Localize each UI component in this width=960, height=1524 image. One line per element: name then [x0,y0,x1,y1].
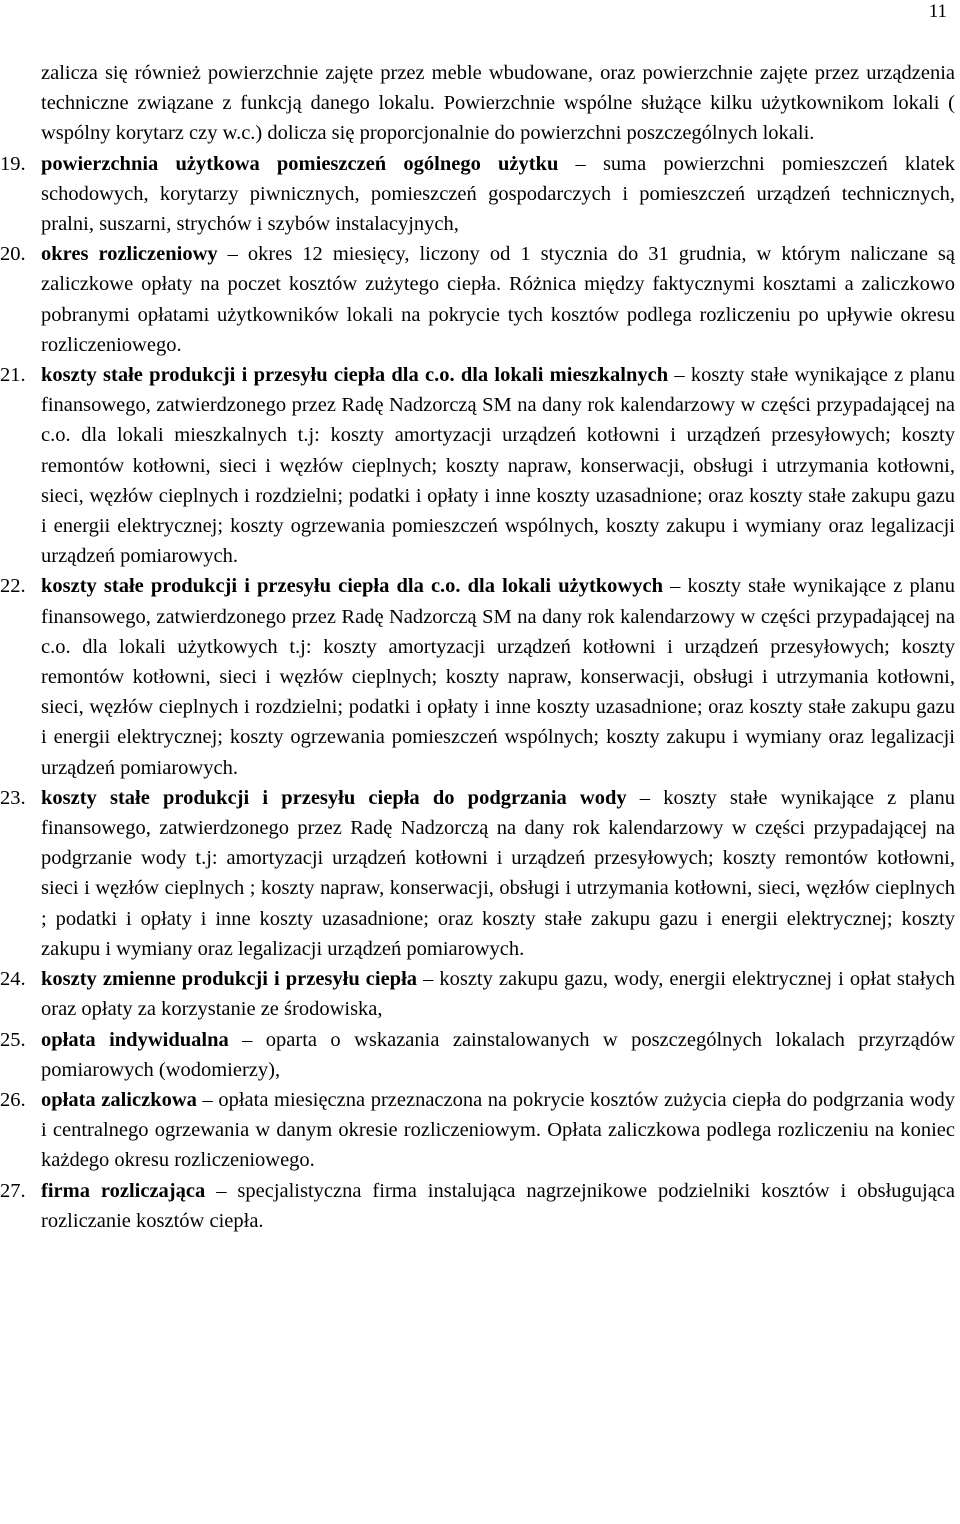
item-number: 21. [0,364,26,387]
item-text: – okres 12 miesięcy, liczony od 1 stycznia do 31 grudnia, w którym naliczane są zaliczkowe opłaty na poczet kosztów zużytego ciepła. Różnica między faktycznymi kosztami a zaliczkowo pobranymi opłatami użytkowników lokali na pokrycie tych kosztów podlega rozliczeniu po upływie okresu rozliczeniowego. [41,243,956,356]
definition-item [0,1176,956,1236]
definition-item [0,571,955,782]
item-term: opłata zaliczkowa [41,1088,197,1111]
page-number: 11 [928,1,947,22]
document-body [0,58,956,1236]
item-text: – suma powierzchni pomieszczeń klatek schodowych, korytarzy piwnicznych, pomieszczeń gospodarczych i pomieszczeń urządzeń technicznych, pralni, suszarni, strychów i szybów instalacyjnych, [41,152,956,236]
item-term: koszty zmienne produkcji i przesyłu ciepła [41,968,418,991]
item-number: 26. [0,1088,26,1111]
item-text: – koszty zakupu gazu, wody, energii elektrycznej i opłat stałych oraz opłaty za korzystanie ze środowiska, [41,968,955,1021]
item-number: 19. [0,152,26,175]
definition-item [0,149,956,240]
item-term: koszty stałe produkcji i przesyłu ciepła do podgrzania wody [41,786,627,809]
item-text: – specjalistyczna firma instalująca nagrzejnikowe podzielniki kosztów i obsługująca rozliczanie kosztów ciepła. [41,1179,956,1232]
item-number: 24. [0,968,26,991]
item-text: – opłata miesięczna przeznaczona na pokrycie kosztów zużycia ciepła do podgrzania wody i centralnego ogrzewania w danym okresie rozliczeniowym. Opłata zaliczkowa podlega rozliczeniu na koniec każdego okresu rozliczeniowego. [41,1088,955,1172]
item-term: koszty stałe produkcji i przesyłu ciepła dla c.o. dla lokali mieszkalnych [41,364,669,387]
definition-item [0,964,955,1024]
item-text: – koszty stałe wynikające z planu finansowego, zatwierdzonego przez Radę Nadzorczą SM na dany rok kalendarzowy w części przypadającej na c.o. dla lokali użytkowych t.j: koszty amortyzacji urządzeń kotłowni i urządzeń przesyłowych; koszty remontów kotłowni, sieci i węzłów cieplnych; koszty napraw, konserwacji, obsługi i utrzymania kotłowni, sieci, węzłów cieplnych i rozdzielni; podatki i opłaty i inne koszty uzasadnione; oraz koszty stałe zakupu gazu i energii elektrycznej; koszty ogrzewania pomieszczeń wspólnych; koszty zakupu i wymiany oraz legalizacji urządzeń pomiarowych. [41,575,955,779]
item-term: firma rozliczająca [41,1179,206,1202]
item-term: okres rozliczeniowy [41,243,218,266]
item-term: powierzchnia użytkowa pomieszczeń ogólnego użytku [41,152,559,175]
item-term: koszty stałe produkcji i przesyłu ciepła dla c.o. dla lokali użytkowych [41,575,663,598]
definition-item [0,1085,955,1176]
definition-item [0,239,956,360]
item-number: 27. [0,1179,26,1202]
item-text: – koszty stałe wynikające z planu finansowego, zatwierdzonego przez Radę Nadzorczą SM na dany rok kalendarzowy w części przypadającej na c.o. dla lokali mieszkalnych t.j: koszty amortyzacji urządzeń kotłowni i urządzeń przesyłowych; koszty remontów kotłowni, sieci i węzłów cieplnych; koszty napraw, konserwacji, obsługi i utrzymania kotłowni, sieci, węzłów cieplnych i rozdzielni; podatki i opłaty i inne koszty uzasadnione; oraz koszty stałe zakupu gazu i energii elektrycznej; koszty ogrzewania pomieszczeń wspólnych, koszty zakupu i wymiany oraz legalizacji urządzeń pomiarowych. [41,364,955,568]
item-number: 20. [0,243,26,266]
item-text: – koszty stałe wynikające z planu finansowego, zatwierdzonego przez Radę Nadzorczą na dany rok kalendarzowy w części przypadającej na podgrzanie wody t.j: amortyzacji urządzeń kotłowni i urządzeń przesyłowych; koszty remontów kotłowni, sieci i węzłów cieplnych ; koszty napraw, konserwacji, obsługi i utrzymania kotłowni, sieci, węzłów cieplnych ; podatki i opłaty i inne koszty uzasadnione; oraz koszty stałe zakupu gazu i energii elektrycznej; koszty zakupu i wymiany oraz legalizacji urządzeń pomiarowych. [41,786,955,960]
item-text: – oparta o wskazania zainstalowanych w poszczególnych lokalach przyrządów pomiarowych (wodomierzy), [41,1028,955,1081]
definition-item [0,1025,955,1085]
item-term: opłata indywidualna [41,1028,229,1051]
item-number: 23. [0,786,26,809]
item-number: 25. [0,1028,26,1051]
definition-item [0,783,955,964]
definition-item [0,360,955,571]
intro-paragraph: zalicza się również powierzchnie zajęte przez meble wbudowane, oraz powierzchnie zajęte przez urządzenia techniczne związane z funkcją danego lokalu. Powierzchnie wspólne służące kilku użytkownikom lokali ( wspólny korytarz czy w.c.) dolicza się proporcjonalnie do powierzchni poszczególnych lokali. [41,62,955,145]
item-number: 22. [0,575,26,598]
